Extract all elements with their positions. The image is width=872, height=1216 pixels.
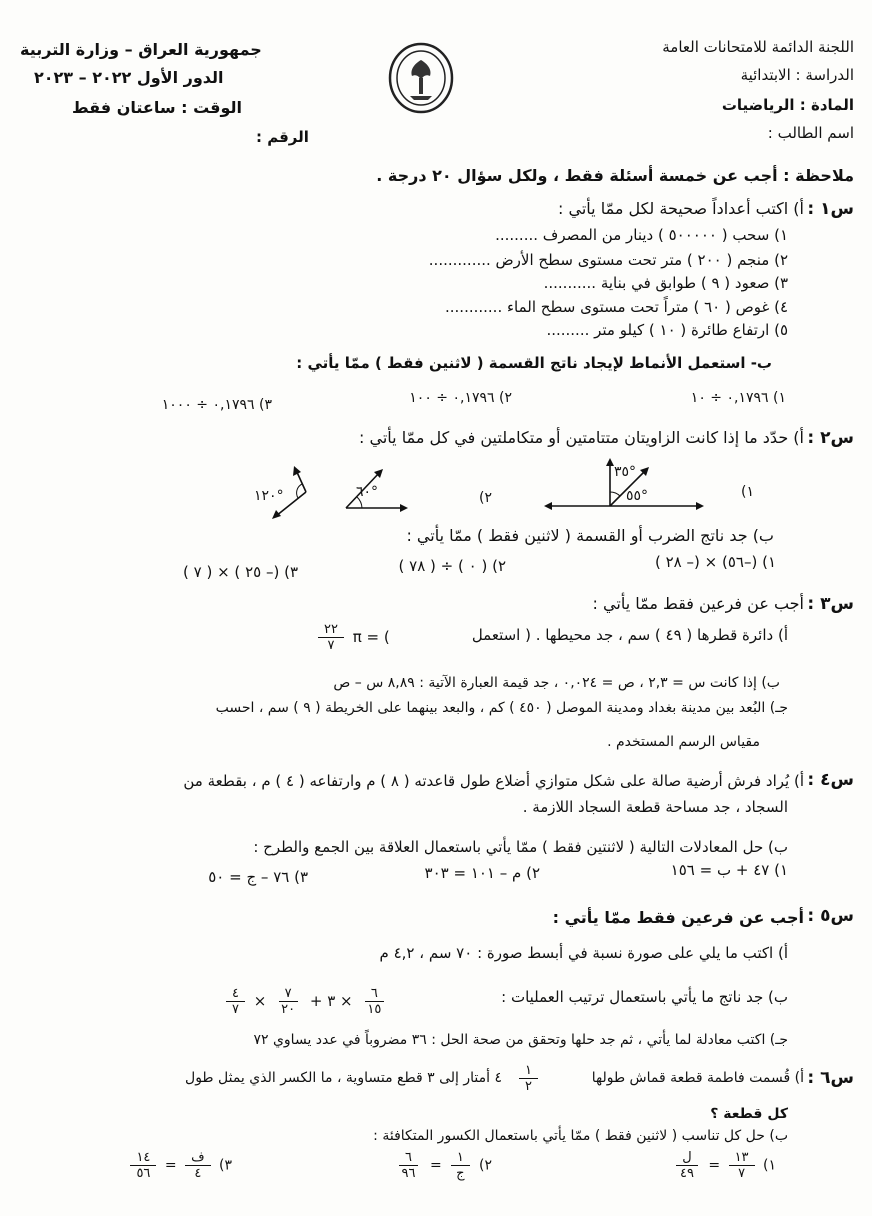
q4-b-item-1: ١) ٤٧ + ب = ١٥٦ [670, 861, 788, 879]
q3-pi-denominator: ٧ [327, 638, 335, 653]
q4-b-title: ب) حل المعادلات التالية ( لاثنتين فقط ) ممّا يأتي باستعمال العلاقة بين الجمع والطرح : [253, 838, 788, 856]
q2-a-title: أ) حدّد ما إذا كانت الزاويتان متتامتين أو متكاملتين في كل ممّا يأتي : [359, 428, 804, 447]
q1-a-item-3: ٣) صعود ( ٩ ) طوابق في بناية ........... [543, 274, 788, 292]
q1-a-item-5: ٥) ارتفاع طائرة ( ١٠ ) كيلو متر ......... [546, 321, 788, 339]
q1-b-title: ب- استعمل الأنماط لإيجاد ناتج القسمة ( لاثنين فقط ) ممّا يأتي : [296, 354, 772, 372]
q1-label: س١ : [807, 199, 854, 219]
q6-b-item-1: ١) $\frac{١٣}{٧}$ = $\frac{\text{ل}}{٤٩}$ [670, 1150, 776, 1181]
q5-b-operators: × ٣ + [309, 992, 353, 1010]
q6-a-part2: ٤ أمتار إلى ٣ قطع متساوية ، ما الكسر الذي يمثل طول [185, 1070, 502, 1086]
ministry-seal-logo [386, 40, 456, 116]
q3-c-line1: جـ) البُعد بين مدينة بغداد ومدينة الموصل ( ٤٥٠ ) كم ، والبعد بينهما على الخريطة ( ٩ ) سم ، احسب [215, 700, 788, 716]
q6-b-item-3: ٣) $\frac{\text{ف}}{٤}$ = $\frac{١٤}{٥٦}$ [126, 1150, 232, 1181]
q2-b-item-1: ١) (–٥٦) × (– ٢٨ ) [655, 553, 776, 571]
q3-pi-label: π = [352, 628, 380, 646]
q6-b1-right-den: ٤٩ [679, 1166, 694, 1181]
q3-pi-numerator: ٢٢ [318, 622, 344, 638]
q5-c: جـ) اكتب معادلة لما يأتي ، ثم جد حلها وتحقق من صحة الحل : ٣٦ مضروباً في عدد يساوي ٧٢ [253, 1032, 788, 1048]
q6-b3-number: ٣) [219, 1157, 232, 1174]
q1-a-item-4: ٤) غوص ( ٦٠ ) متراً تحت مستوى سطح الماء ............ [445, 298, 788, 316]
q5-a: أ) اكتب ما يلي على صورة نسبة في أبسط صورة : ٧٠ سم ، ٤,٢ م [379, 944, 788, 962]
q1-a-item-1: ١) سحب ( ٥٠٠٠٠٠ ) دينار من المصرف ......... [495, 226, 788, 244]
q6-b3-right-num: ١٤ [130, 1150, 156, 1166]
q6-b2-right-num: ٦ [399, 1150, 418, 1166]
q6-b-item-2: ٢) $\frac{١}{\text{ج}}$ = $\frac{٦}{٩٦}$ [392, 1150, 492, 1181]
q4-b-item-2: ٢) م – ١٠١ = ٣٠٣ [424, 864, 540, 882]
q4-label: س٤ : [807, 770, 854, 790]
q5-b-frac3-den: ٧ [232, 1002, 239, 1017]
q2-fig1-number: ١) [741, 484, 754, 500]
exam-note: ملاحظة : أجب عن خمسة أسئلة فقط ، ولكل سؤال ٢٠ درجة . [376, 166, 854, 185]
q6-b3-right-den: ٥٦ [136, 1166, 151, 1181]
subject: المادة : الرياضيات [721, 96, 854, 114]
q2-fig1-angle-a: ٣٥° [614, 464, 637, 480]
q6-b2-number: ٢) [479, 1157, 492, 1174]
q6-a-frac-num: ١ [519, 1063, 538, 1079]
q3-a: أ) دائرة قطرها ( ٤٩ ) سم ، جد محيطها . ( استعمل [471, 626, 788, 644]
q1-a-title: أ) اكتب أعداداً صحيحة لكل ممّا يأتي : [558, 199, 804, 218]
q6-a-part1: أ) قُسمت فاطمة قطعة قماش طولها [591, 1070, 804, 1086]
q5-title: أجب عن فرعين فقط ممّا يأتي : [552, 908, 804, 927]
q5-b-frac1-num: ٦ [365, 986, 384, 1002]
q6-label: س٦ : [807, 1068, 854, 1088]
q5-b-frac3-num: ٤ [226, 986, 245, 1002]
q6-b2-left-den: ج [456, 1166, 465, 1181]
republic-ministry: جمهورية العراق – وزارة التربية [20, 40, 262, 59]
number-label: الرقم : [256, 128, 309, 146]
q2-b-item-3: ٣) (– ٢٥ ) × ( ٧ ) [183, 563, 298, 581]
q2-fig1-angle-b: ٥٥° [626, 488, 649, 504]
committee-title: اللجنة الدائمة للامتحانات العامة [662, 38, 854, 56]
q3-c-line2: مقياس الرسم المستخدم . [607, 734, 760, 750]
q5-b-frac2-num: ٧ [279, 986, 298, 1002]
q4-b-item-3: ٣) ٧٦ – ج = ٥٠ [208, 868, 308, 886]
exam-round: الدور الأول ٢٠٢٢ – ٢٠٢٣ [34, 68, 224, 87]
q2-label: س٢ : [807, 428, 854, 448]
q3-title: أجب عن فرعين فقط ممّا يأتي : [592, 594, 804, 613]
student-name-label: اسم الطالب : [767, 124, 854, 142]
q4-a-line2: السجاد ، جد مساحة قطعة السجاد اللازمة . [522, 798, 788, 816]
q1-a-item-2: ٢) منجم ( ٢٠٠ ) متر تحت مستوى سطح الأرض ............. [428, 251, 788, 269]
q5-b-frac1-den: ١٥ [367, 1002, 382, 1017]
q2-fig2-angle-b: ١٢٠° [254, 488, 284, 504]
q6-a-part3: كل قطعة ؟ [710, 1106, 788, 1122]
q6-b2-left-num: ١ [451, 1150, 470, 1166]
q6-b3-left-den: ٤ [194, 1166, 202, 1181]
q1-b-item-1: ١) ٠,١٧٩٦ ÷ ١٠ [690, 390, 786, 406]
q6-b1-number: ١) [763, 1157, 776, 1174]
q1-b-item-2: ٢) ٠,١٧٩٦ ÷ ١٠٠ [409, 390, 512, 406]
q1-b-item-3: ٣) ٠,١٧٩٦ ÷ ١٠٠٠ [161, 397, 272, 413]
q2-b-item-2: ٢) ( ٠ ) ÷ ( ٧٨ ) [398, 557, 506, 575]
q2-b-title: ب) جد ناتج الضرب أو القسمة ( لاثنين فقط ) ممّا يأتي : [406, 526, 774, 545]
q6-b-title: ب) حل كل تناسب ( لاثنين فقط ) ممّا يأتي باستعمال الكسور المتكافئة : [373, 1128, 788, 1144]
q5-b-frac2-den: ٢٠ [281, 1002, 296, 1017]
q5-b: ب) جد ناتج ما يأتي باستعمال ترتيب العمليات : [501, 988, 788, 1006]
q4-a-line1: أ) يُراد فرش أرضية صالة على شكل متوازي أضلاع طول قاعدته ( ٨ ) م وارتفاعه ( ٤ ) م ، بقطعة من [183, 772, 804, 790]
q3-pi-formula: ( π = $\frac{٢٢}{٧}$ [314, 622, 390, 653]
q6-a-fraction [515, 1063, 542, 1094]
q3-label: س٣ : [807, 594, 854, 614]
q6-b2-right-den: ٩٦ [401, 1166, 416, 1181]
q5-label: س٥ : [807, 906, 854, 926]
q3-b: ب) إذا كانت س = ٢,٣ ، ص = ٠,٠٢٤ ، جد قيمة العبارة الآتية : ٨,٨٩ س – ص [333, 675, 780, 691]
q5-b-expression: $\frac{٦}{١٥}$ × ٣ + $\frac{٧}{٢٠}$ × $\frac{٤}{٧}$ [222, 986, 391, 1017]
q6-b3-left-num: ف [185, 1150, 210, 1166]
q2-fig2-number: ٢) [479, 490, 492, 506]
q6-b1-right-num: ل [676, 1150, 697, 1166]
q2-fig2-angle-a: ٦٠° [356, 484, 379, 500]
study-level: الدراسة : الابتدائية [740, 66, 854, 84]
q6-b1-left-num: ١٣ [729, 1150, 755, 1166]
q6-a-frac-den: ٢ [525, 1079, 532, 1094]
q6-b1-left-den: ٧ [738, 1166, 746, 1181]
exam-time: الوقت : ساعتان فقط [72, 98, 243, 117]
